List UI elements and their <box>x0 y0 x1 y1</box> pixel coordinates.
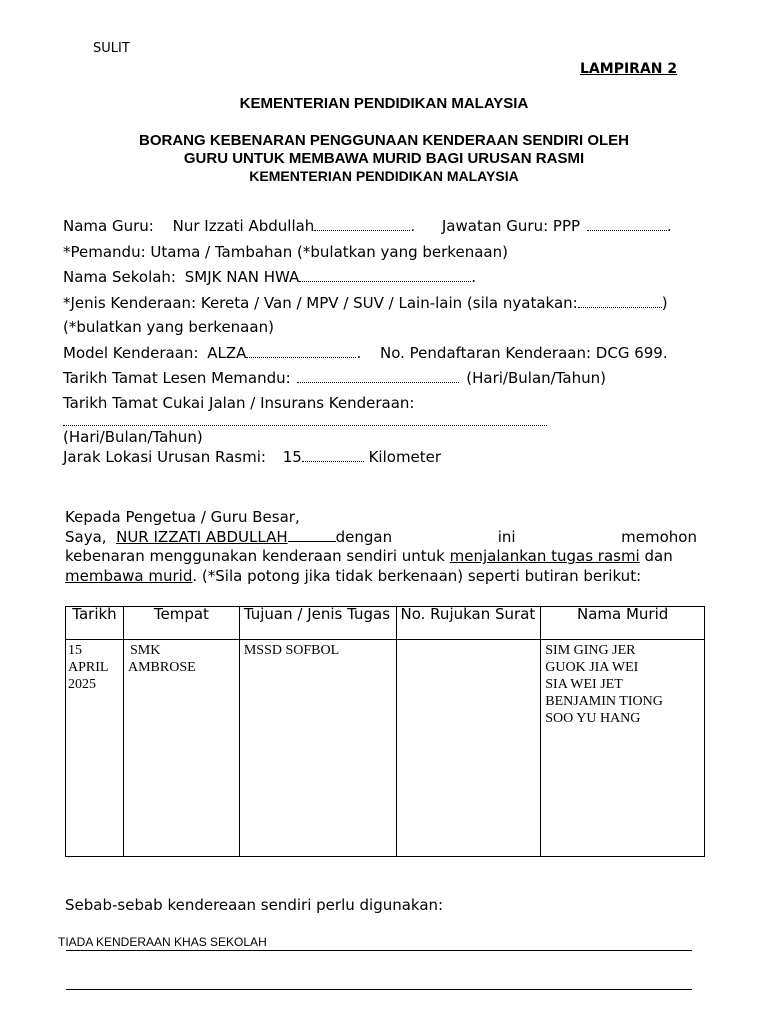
header-murid: Nama Murid <box>541 607 705 640</box>
cukai-date-format: (Hari/Bulan/Tahun) <box>63 428 203 446</box>
tarikh-day: 15 <box>68 643 82 658</box>
date-format: (Hari/Bulan/Tahun) <box>466 369 606 387</box>
dotted-fill <box>302 450 364 462</box>
jenis-kenderaan-label: *Jenis Kenderaan: Kereta / Van / MPV / SUV / Lain-lain (sila nyatakan: <box>63 294 578 312</box>
name-underline <box>288 528 336 542</box>
letter-line2 <box>65 547 673 565</box>
cell-murid[interactable] <box>541 640 705 857</box>
header-rujukan: No. Rujukan Surat <box>396 607 541 640</box>
form-title-line3: KEMENTERIAN PENDIDIKAN MALAYSIA <box>249 168 519 184</box>
table-row <box>66 640 705 857</box>
pemandu-row: *Pemandu: Utama / Tambahan (*bulatkan yang berkenaan) <box>63 243 508 261</box>
word-dengan: dengan <box>335 528 393 546</box>
header-tempat: Tempat <box>123 607 239 640</box>
murid-name: BENJAMIN TIONG <box>545 694 663 709</box>
jarak-unit: Kilometer <box>368 448 442 466</box>
cell-tarikh[interactable] <box>66 640 124 857</box>
ministry-title: KEMENTERIAN PENDIDIKAN MALAYSIA <box>239 95 529 112</box>
dotted-fill <box>246 346 356 358</box>
attachment-label: LAMPIRAN 2 <box>580 61 678 77</box>
murid-name: SIM GING JER <box>545 643 636 658</box>
answer-line[interactable] <box>66 989 692 990</box>
tujuan-value: MSSD SOFBOL <box>243 643 340 658</box>
applicant-name[interactable]: NUR IZZATI ABDULLAH <box>116 528 288 546</box>
nama-sekolah-row: Nama Sekolah: SMJK NAN HWA . <box>63 268 477 286</box>
no-pendaftaran[interactable]: No. Pendaftaran Kenderaan: DCG 699 <box>380 344 663 362</box>
nama-sekolah-value[interactable]: SMJK NAN HWA <box>184 268 300 286</box>
jawatan-label[interactable]: Jawatan Guru: PPP <box>441 217 581 235</box>
jarak-row <box>63 448 441 466</box>
dotted-fill <box>314 219 410 231</box>
jenis-kenderaan-row: *Jenis Kenderaan: Kereta / Van / MPV / SUV / Lain-lain (sila nyatakan: ) <box>63 294 668 312</box>
letter-line1 <box>65 528 697 546</box>
murid-name: GUOK JIA WEI <box>545 660 639 675</box>
cell-tujuan[interactable] <box>239 640 396 857</box>
dotted-fill <box>587 219 667 231</box>
header-tujuan: Tujuan / Jenis Tugas <box>239 607 396 640</box>
model-value[interactable]: ALZA <box>207 344 247 362</box>
lesen-row <box>63 369 606 387</box>
tugas-rasmi-underlined: menjalankan tugas rasmi <box>449 547 640 565</box>
nama-sekolah-label: Nama Sekolah: <box>63 268 176 286</box>
classification-label: SULIT <box>93 41 130 56</box>
jarak-value[interactable]: 15 <box>282 448 302 466</box>
header-tarikh: Tarikh <box>66 607 124 640</box>
lesen-label: Tarikh Tamat Lesen Memandu: <box>63 369 291 387</box>
word-ini: ini <box>497 528 516 546</box>
cukai-label: Tarikh Tamat Cukai Jalan / Insurans Kenderaan: <box>63 394 415 412</box>
details-table <box>65 606 705 857</box>
tempat-line2: AMBROSE <box>127 660 196 675</box>
form-title-line2: GURU UNTUK MEMBAWA MURID BAGI URUSAN RASMI <box>183 150 585 167</box>
line2-dan: dan <box>644 547 673 565</box>
nama-guru-row: Nama Guru: Nur Izzati Abdullah . Jawatan Guru: PPP . <box>63 217 672 235</box>
sebab-value[interactable]: TIADA KENDERAAN KHAS SEKOLAH <box>58 935 267 949</box>
murid-name: SOO YU HANG <box>545 711 641 726</box>
membawa-murid-underlined: membawa murid <box>65 567 193 585</box>
jenis-note: (*bulatkan yang berkenaan) <box>63 318 274 336</box>
word-memohon: memohon <box>621 528 697 546</box>
line3-text: . (*Sila potong jika tidak berkenaan) seperti butiran berikut: <box>192 567 642 585</box>
model-row: Model Kenderaan: ALZA . No. Pendaftaran Kenderaan: DCG 699. <box>63 344 668 362</box>
nama-guru-label: Nama Guru: <box>63 217 154 235</box>
cukai-dotted-line[interactable] <box>63 414 547 426</box>
letter-line3 <box>65 567 641 585</box>
saya-label: Saya, <box>65 528 107 546</box>
cell-tempat[interactable] <box>123 640 239 857</box>
form-title-line1: BORANG KEBENARAN PENGGUNAAN KENDERAAN SENDIRI OLEH <box>138 132 630 149</box>
tarikh-year: 2025 <box>68 677 96 692</box>
model-label: Model Kenderaan: <box>63 344 199 362</box>
tempat-line1: SMK <box>129 643 161 658</box>
table-header-row <box>66 607 705 640</box>
jarak-label: Jarak Lokasi Urusan Rasmi: <box>63 448 266 466</box>
dotted-fill[interactable] <box>578 296 662 308</box>
sebab-label: Sebab-sebab kendereaan sendiri perlu digunakan: <box>65 896 444 914</box>
letter-recipient: Kepada Pengetua / Guru Besar, <box>65 508 300 526</box>
answer-line <box>66 950 692 951</box>
line2-text: kebenaran menggunakan kenderaan sendiri untuk <box>65 547 445 565</box>
dotted-fill <box>299 270 471 282</box>
dotted-fill[interactable] <box>297 371 459 383</box>
nama-guru-value[interactable]: Nur Izzati Abdullah <box>172 217 315 235</box>
murid-name: SIA WEI JET <box>545 677 623 692</box>
cell-rujukan[interactable] <box>396 640 541 857</box>
tarikh-month: APRIL <box>68 660 109 675</box>
